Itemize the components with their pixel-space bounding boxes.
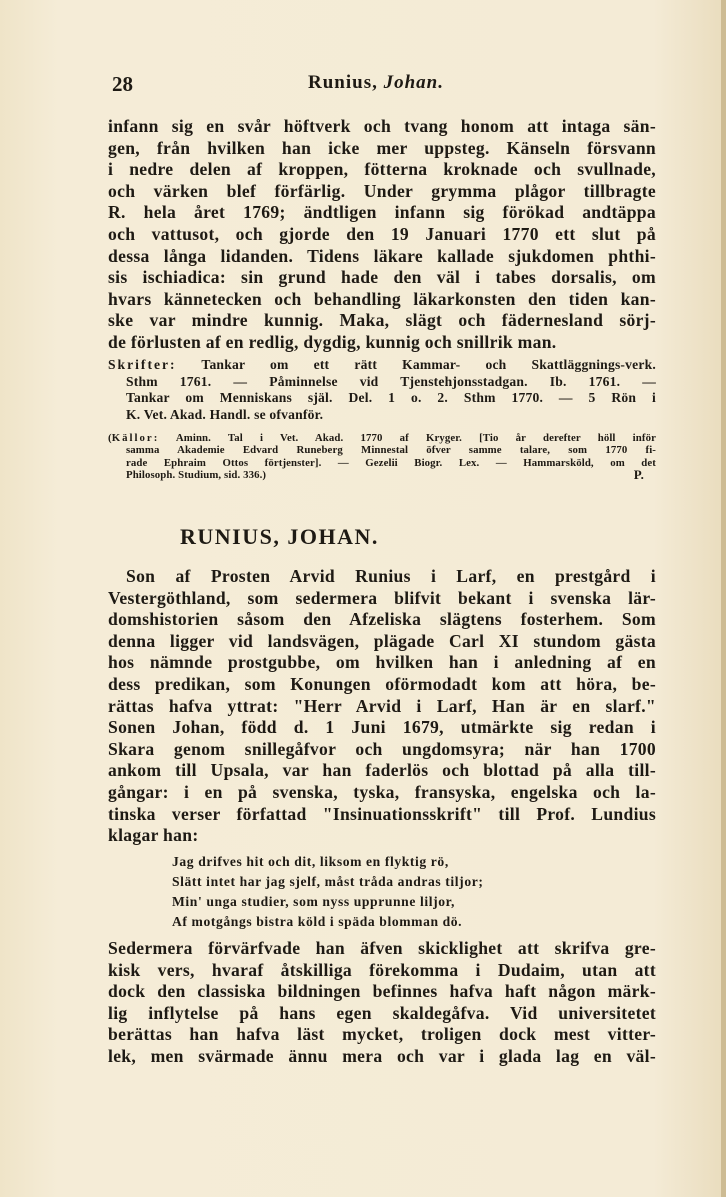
writings-label: Skrifter: <box>108 357 177 372</box>
text-line: tinska verser författad "Insinuationsskrift" till Prof. Lundius <box>108 803 656 824</box>
text-line: R. hela året 1769; ändtligen infann sig förökad andtäppa <box>108 202 656 223</box>
writings-line: Tankar om Menniskans själ. Del. 1 o. 2. Sthm 1770. — 5 Rön i <box>126 390 656 406</box>
poem-line: Jag drifves hit och dit, liksom en flyktig rö, <box>172 854 449 869</box>
text-line: rättas hafva yttrat: "Herr Arvid i Larf, Han är en slarf." <box>108 695 656 716</box>
sources-line: Aminn. Tal i Vet. Akad. 1770 af Kryger. [Tio år derefter höll inför <box>175 432 656 444</box>
page-edge <box>721 0 726 1197</box>
paragraph-3 <box>108 938 656 1068</box>
text-line: hos nämnde prostgubbe, om hvilken han i anledning af en <box>108 652 656 673</box>
text-line: ske var mindre kunnig. Maka, slägt och fädernesland sörj- <box>108 310 656 331</box>
text-line: och vattusot, och gjorde den 19 Januari 1770 ett slut på <box>108 223 656 244</box>
writings-line: Tankar om ett rätt Kammar- och Skattläggnings-verk. <box>201 357 656 372</box>
sources-line: samma Akademie Edvard Runeberg Minnestal öfver samme talare, som 1770 fi- <box>126 444 656 457</box>
poem-line: Af motgångs bistra köld i späda blomman dö. <box>172 914 463 929</box>
paragraph-continuation <box>108 116 656 354</box>
text-line: Vestergöthland, som sedermera blifvit bekant i svenska lär- <box>108 587 656 608</box>
writings-list <box>108 357 656 423</box>
text-line: i nedre delen af kroppen, fötterna kroknade och svullnade, <box>108 159 656 180</box>
text-line: Sedermera förvärfvade han äfven skicklighet att skrifva gre- <box>108 938 656 958</box>
text-line: gen, från hvilken han icke mer uppsteg. Känseln försvann <box>108 137 656 158</box>
text-line: klagar han: <box>108 825 199 846</box>
text-line: lig inflytelse på hans egen skaldegåfva. Vid universitetet <box>108 1002 656 1023</box>
text-line: lek, men svärmade ännu mera och var i glada lag en väl- <box>108 1045 656 1066</box>
text-line: de förlusten af en redlig, dygdig, kunnig och snillrik man. <box>108 331 557 352</box>
poem-line: Slätt intet har jag sjelf, måst tråda andras tiljor; <box>172 874 484 889</box>
text-line: dessa långa lidanden. Tidens läkare kallade sjukdomen phthi- <box>108 245 656 266</box>
text-line: dess predikan, som Konungen oförmodadt kom att höra, be- <box>108 673 656 694</box>
author-signature: P. <box>633 467 644 483</box>
text-line: dock den classiska bildningen befinnes hafva haft någon märk- <box>108 981 656 1002</box>
page-number: 28 <box>112 72 133 96</box>
text-line: och värken blef förfärlig. Under grymma plågor tillbragte <box>108 180 656 201</box>
section-title: RUNIUS, JOHAN. <box>180 524 379 549</box>
running-head-surname: Runius, <box>308 72 378 93</box>
biography-paragraph <box>108 566 656 847</box>
poem-quote <box>172 852 592 932</box>
text-line: denna ligger vid landsvägen, plägade Carl XI stundom gästa <box>108 630 656 651</box>
writings-line: K. Vet. Akad. Handl. se ofvanför. <box>126 406 324 422</box>
page-header <box>108 72 656 102</box>
text-line: hvars kännetecken och behandling läkarkonsten den tiden kan- <box>108 288 656 309</box>
text-line: Son af Prosten Arvid Runius i Larf, en prestgård i <box>126 566 656 586</box>
text-line: sis ischiadica: sin grund hade den väl i tabes dorsalis, om <box>108 267 656 288</box>
sources-line: Philosoph. Studium, sid. 336.) <box>126 469 267 482</box>
sources-line: rade Ephraim Ottos förtjenster]. — Gezelii Biogr. Lex. — Hammarsköld, om det <box>126 456 656 469</box>
text-line: ankom till Upsala, var han faderlös och blottad på alla till- <box>108 760 656 781</box>
running-head <box>308 72 444 94</box>
text-line: Sonen Johan, född d. 1 Juni 1679, utmärkte sig redan i <box>108 717 656 738</box>
text-line: gångar: i en på svenska, tyska, fransyska, engelska och la- <box>108 781 656 802</box>
sources-list: (Källor: Aminn. Tal i Vet. Akad. 1770 af Kryger. [Tio år derefter höll inför samma Akademie Edvard Runeberg Minnestal öfver samme talare, som 1770 fi- rade Ephraim Ottos förtjenster]. — Gezelii Biogr. Lex. — Hammarsköld, om det Philosoph. Studium, sid. 336.) P. <box>108 432 656 483</box>
text-line: kisk vers, hvaraf åtskilliga förekomma i Dudaim, utan att <box>108 959 656 980</box>
text-line: domshistorien såsom den Afzeliska slägtens fosterhem. Som <box>108 609 656 630</box>
text-line: berättas han hafva läst mycket, troligen dock mest vitter- <box>108 1024 656 1045</box>
poem-line: Min' unga studier, som nyss upprunne liljor, <box>172 894 455 909</box>
writings-line: Sthm 1761. — Påminnelse vid Tjenstehjonsstadgan. Ib. 1761. — <box>126 373 656 389</box>
text-line: Skara genom snillegåfvor och ungdomsyra; när han 1700 <box>108 738 656 759</box>
running-head-firstname: Johan. <box>383 72 444 93</box>
text-line: infann sig en svår höftverk och tvang honom att intaga sän- <box>108 116 656 136</box>
sources-label: Källor: <box>111 432 160 444</box>
